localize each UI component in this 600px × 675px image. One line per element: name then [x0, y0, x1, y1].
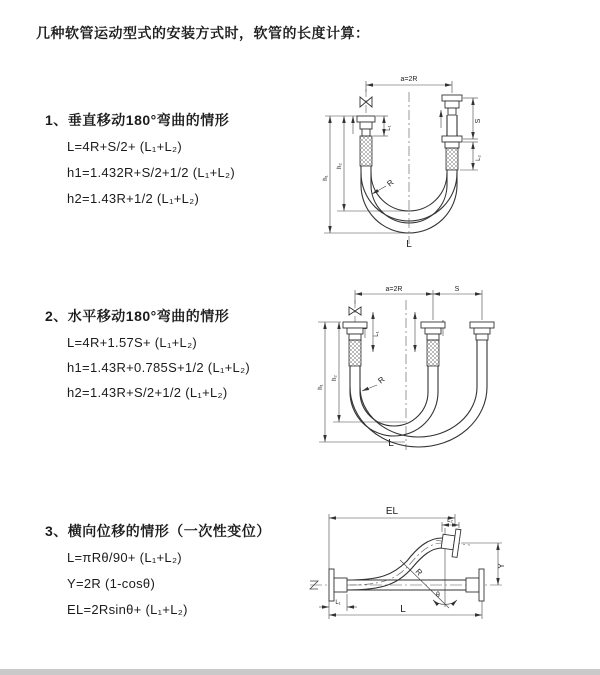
dim-label-y: Y	[497, 563, 506, 569]
section-1-formula-h1: h1=1.432R+S/2+1/2 (L₁+L₂)	[67, 165, 235, 180]
dim-label-a2r: a=2R	[385, 286, 403, 293]
hose-u-bends	[350, 340, 487, 447]
section-2-formula-L: L=4R+1.57S+ (L₁+L₂)	[67, 335, 198, 350]
section-1-heading: 1、垂直移动180°弯曲的情形	[45, 112, 230, 128]
dim-label-l: L	[406, 239, 412, 250]
dim-label-l1: L₁	[386, 125, 392, 131]
braid-section-middle	[427, 340, 439, 366]
dim-label-l1: L₁	[335, 600, 341, 606]
section-3-formula-L: L=πRθ/90+ (L₁+L₂)	[67, 550, 182, 565]
braid-section-left	[349, 340, 361, 366]
dim-label-s: S	[454, 286, 460, 293]
dim-label-r: R	[413, 567, 425, 578]
braid-section-right	[446, 148, 458, 170]
section-3-formula-Y: Y=2R (1-cosθ)	[67, 576, 156, 591]
flange-fitting-fixed	[357, 116, 375, 136]
dim-label-theta: θ	[436, 592, 440, 599]
hose-displaced-s-curve	[347, 538, 442, 590]
diagram-lateral-displacement	[298, 498, 598, 662]
flange-left	[329, 569, 347, 601]
section-3-formula-EL: EL=2Rsinθ+ (L₁+L₂)	[67, 602, 188, 617]
flange-fitting-fixed	[343, 322, 367, 340]
flange-right-initial	[466, 569, 484, 601]
dim-label-el: EL	[385, 506, 399, 517]
dim-label-h1: h₁	[323, 175, 329, 181]
dim-label-r: R	[385, 177, 396, 189]
section-3-heading: 3、横向位移的情形（一次性变位）	[45, 523, 271, 539]
braid-section-left	[360, 136, 372, 166]
dimension-lines	[319, 514, 502, 619]
flange-fitting-position-1	[421, 322, 445, 340]
scan-bottom-edge	[0, 669, 600, 675]
dim-label-l: L	[400, 604, 406, 615]
diagram-horizontal-180-bend	[303, 282, 591, 462]
dim-label-s: S	[475, 118, 482, 124]
dim-label-r: R	[376, 374, 387, 386]
dim-label-l1: L₁	[374, 331, 380, 337]
section-2-formula-h1: h1=1.43R+0.785S+1/2 (L₁+L₂)	[67, 360, 251, 375]
dim-label-l2: L₂	[447, 518, 453, 524]
valve-icon	[349, 307, 361, 315]
section-1-formula-L: L=4R+S/2+ (L₁+L₂)	[67, 139, 182, 154]
dim-label-l: L	[388, 438, 394, 449]
dim-label-h2: h₂	[337, 163, 343, 169]
dimension-lines	[318, 290, 482, 442]
section-2-formula-h2: h2=1.43R+S/2+1/2 (L₁+L₂)	[67, 385, 228, 400]
section-1-formula-h2: h2=1.43R+1/2 (L₁+L₂)	[67, 191, 200, 206]
dim-label-a2r: a=2R	[400, 76, 418, 83]
flange-fitting-upper-position	[442, 95, 462, 115]
flange-fitting-position-2	[470, 322, 494, 340]
flange-fitting-lower-position	[442, 136, 462, 148]
dim-label-h2: h₂	[332, 375, 338, 381]
diagram-vertical-180-bend	[300, 66, 590, 260]
dim-label-l2: L₂	[476, 155, 482, 161]
dim-label-h1: h₁	[318, 384, 324, 390]
page-title: 几种软管运动型式的安装方式时，软管的长度计算：	[36, 25, 370, 41]
section-2-heading: 2、水平移动180°弯曲的情形	[45, 308, 230, 324]
